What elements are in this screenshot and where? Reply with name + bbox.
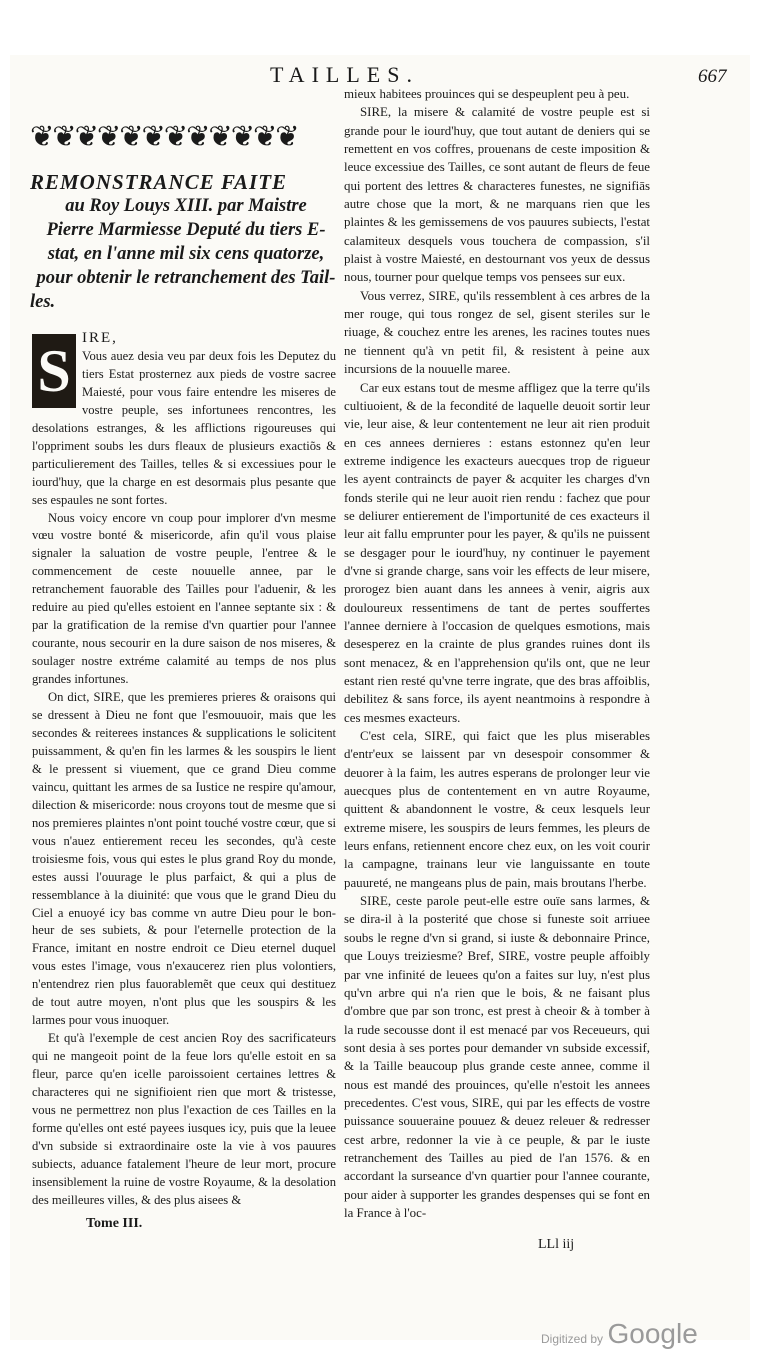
paragraph: Vous auez desia veu par deux fois les Deputez du tiers Estat prosternez aux pieds de vostre sacree Maiesté, pour vous faire entendre les miseres de vostre peuple, ses infortunees rencontres, les desolations estranges, & les afflictions rigoureuses qui l'oppriment soubs les durs fleaux de plusieurs exactiõs & particulierement des Tailles, telles & si excessiues pour le iourd'huy, que la charge en est desormais plus pesante que ses espaules ne sont fortes. [32,348,336,507]
paragraph: On dict, SIRE, que les premieres prieres & oraisons qui se dressent à Dieu ne font que l'esmouuoir, mais que les secondes & reiterees instances & supplications le solicitent puissamment, & qu'en fin les larmes & les souspirs le lient & le pressent si viuement, que ce grand Dieu comme vaincu, quittant les armes de sa Iustice ne respire qu'amour, dilection & misericorde: nous croyons tout de mesme que si nos premieres plaintes n'ont point touché vostre cœur, que si vous n'auez entierement receu les secondes, qu'à ceste troisiesme fois, vous qui estes le plus grand Roy du monde, estes aussi l'ouurage le plus parfaict, & qui a plus de ressemblance à la diuinité: que vous que le grand Dieu du Ciel a enuoyé icy bas comme vn autre Dieu pour le bon-heur de ses subiets, & pour l'eternelle protection de la France, imitant en nostre endroit ce Dieu eternel duquel vous estes l'image, vous n'exaucerez rien plus volontiers, n'entendrez rien plus fauorablemẽt que ceux qui destituez de tout autre moyen, n'ont plus que les souspirs & les larmes pour vous inuoquer. [32,690,336,1028]
title-line: Pierre Marmiesse Deputé du tiers E- [46,220,326,240]
left-text-column [32,330,336,1210]
title-line: les. [30,292,56,312]
title-line: stat, en l'anne mil six cens quatorze, [47,244,325,264]
digitization-watermark [541,1318,698,1350]
paragraph: Nous voicy encore vn coup pour implorer d'vn mesme vœu vostre bonté & misericorde, afin qu'il vous plaise signaler la saluation de vostre peuple, l'entree & le commencement de ceste nouuelle annee, par le retranchement fauorable des Tailles pour l'aduenir, & les reduire au pied qu'elles estoient en l'annee septante six : & par la gratification de la remise d'vn quartier pour l'annee courante, nous secourir en la dure saison de nos miseres, & soulager nostre extréme calamité au temps de nos plus grandes infortunes. [32,510,336,687]
title-line: au Roy Louys XIII. par Maistre [65,196,307,216]
chapter-title [30,170,342,314]
paragraph: Vous verrez, SIRE, qu'ils ressemblent à ces arbres de la mer rouge, qui tous rongez de sel, gisent steriles sur le riuage, & couchez entre les arenes, les racines toutes nues ne tiennent qu'à vn petit fil, & resistent à peine aux incursions de la nouuelle maree. [344,288,650,377]
watermark-prefix: Digitized by [541,1332,604,1346]
title-line: pour obtenir le retranchement des Tail- [36,268,336,288]
paragraph: Et qu'à l'exemple de cest ancien Roy des sacrificateurs qui ne mangeoit point de la feue lors qu'elle estoit en sa fleur, parce qu'en icelle paroissoient certaines lettres & characteres qui ne signifioient rien que mort & tristesse, vous ne permettrez non plus l'exaction de ces Tailles en la forme qu'elles ont esté payees iusques icy, puis que la leuee d'vn subside si extraordinaire oste la vie à vos pauures subiects, aduance fatalement l'heure de leur mort, procure insensiblement la ruine de vostre Royaume, & la desolation des meilleures villes, & des plus aisees & [32,1031,336,1207]
salutation: IRE, [82,330,118,346]
paragraph: mieux habitees prouinces qui se despeuplent peu à peu. [344,87,630,101]
page-number: 667 [698,66,727,87]
paragraph: SIRE, ceste parole peut-elle estre ouïe sans larmes, & se dira-il à la posterité que chose si funeste soit arriuee soubs le regne d'vn si grand, si iuste & debonnaire Prince, que Louys treiziesme? Bref, SIRE, vostre peuple affoibly par vne infinité de leuees qu'on a faites sur luy, n'est plus qu'vn arbre qui n'a rien que le bois, & ne faisant plus d'ombre que par son tronc, est prest à cheoir & à tomber à la rude secousse dont il est menacé par vos Receueurs, qui sont desia à ses portes pour demander vn subside excessif, & la Taille beaucoup plus grande ceste annee, comme il nous est mandé des prouinces, qu'elle n'estoit les annees precedentes. C'est vous, SIRE, qui par les effects de vostre puissance souueraine pouuez & deuez releuer & redresser cest arbre, redonner la vie à ce peuple, & par le iuste retranchement des Tailles au pied de l'an 1576. & en accordant la surseance d'vn quartier pour l'annee courante, pour aider à supporter les grandes despenses qui se font en la France à l'oc- [344,894,650,1220]
paragraph: C'est cela, SIRE, qui faict que les plus miserables d'entr'eux se laissent par vn desespoir consommer & deuorer à la faim, les autres esperans de prolonger leur vie auecques plus de contentement en vn autre Royaume, quittent & abandonnent le vostre, & ceux lesquels leur extreme misere, les souspirs de leurs femmes, les pleurs de leurs enfans, retiennent encore chez eux, on les voit courir la campagne, trainans leur vie languissante en toute pauureté, ne mangeans plus de pain, mais broutans l'herbe. [344,729,650,890]
right-text-column [344,85,650,1222]
volume-label: Tome III. [86,1216,143,1231]
paragraph: Car eux estans tout de mesme affligez que la terre qu'ils cultiuoient, & de la fecondité de laquelle deuoit sortir leur vie, leur aise, & leur contentement ne leur ait rien produit en ces annees dernieres : estans estonnez qu'en leur extreme indigence les exacteurs auecques trop de rigueur les ayent contraincts de payer & acquiter les charges d'vn fonds sterile qui ne leur auoit rien rendu : fachez que pour se deliurer entierement de l'importunité de ces exacteurs il leur ait fallu emprunter pour les payer, & qu'ils ne puissent se desgager pour le iourd'huy, ny continuer le payement d'vne si grande charge, sans voir les effects de leur misere, prorogez bien auant dans les annees à venir, aigris aux douloureux ressentimens de tant de pertes souffertes l'annee derniere à l'occasion de quelques esmotions, mais desesperez en la crainte de plus grandes ruines dont ils sont menacez, & en l'apprehension qu'ils ont, que ne leur estant rien resté qu'vne terre ingrate, que des bras affoiblis, debilitez & sans force, ils ayent neantmoins à respondre à ces mesmes exacteurs. [344,380,650,725]
signature-mark: LLl iij [538,1237,575,1252]
google-logo: Google [607,1318,698,1349]
printers-ornament-band: ❦❦❦❦❦❦❦❦❦❦❦❦ [30,121,298,153]
title-line: REMONSTRANCE FAITE [30,170,288,194]
paragraph: SIRE, la misere & calamité de vostre peuple est si grande pour le iourd'huy, que tout autant de deniers qui se remettent en vos coffres, prouenans de ceste imposition & leuce excessiue des Tailles, ce sont autant de fleurs de feue qui portent des lettres & characteres funestes, ne signifiās autre chose que la mort, & ne marquans rien que les plaintes & les gemissemens de vos pauures subiects, l'estat calamiteux desquels vous touchera de compassion, s'il plaist à vostre Maiesté, en destournant vos yeux de dessus nous, tourner pour quelque temps vos pensees sur eux. [344,105,650,285]
dropcap-initial: S [32,334,76,408]
running-header-title: TAILLES. [270,62,419,87]
